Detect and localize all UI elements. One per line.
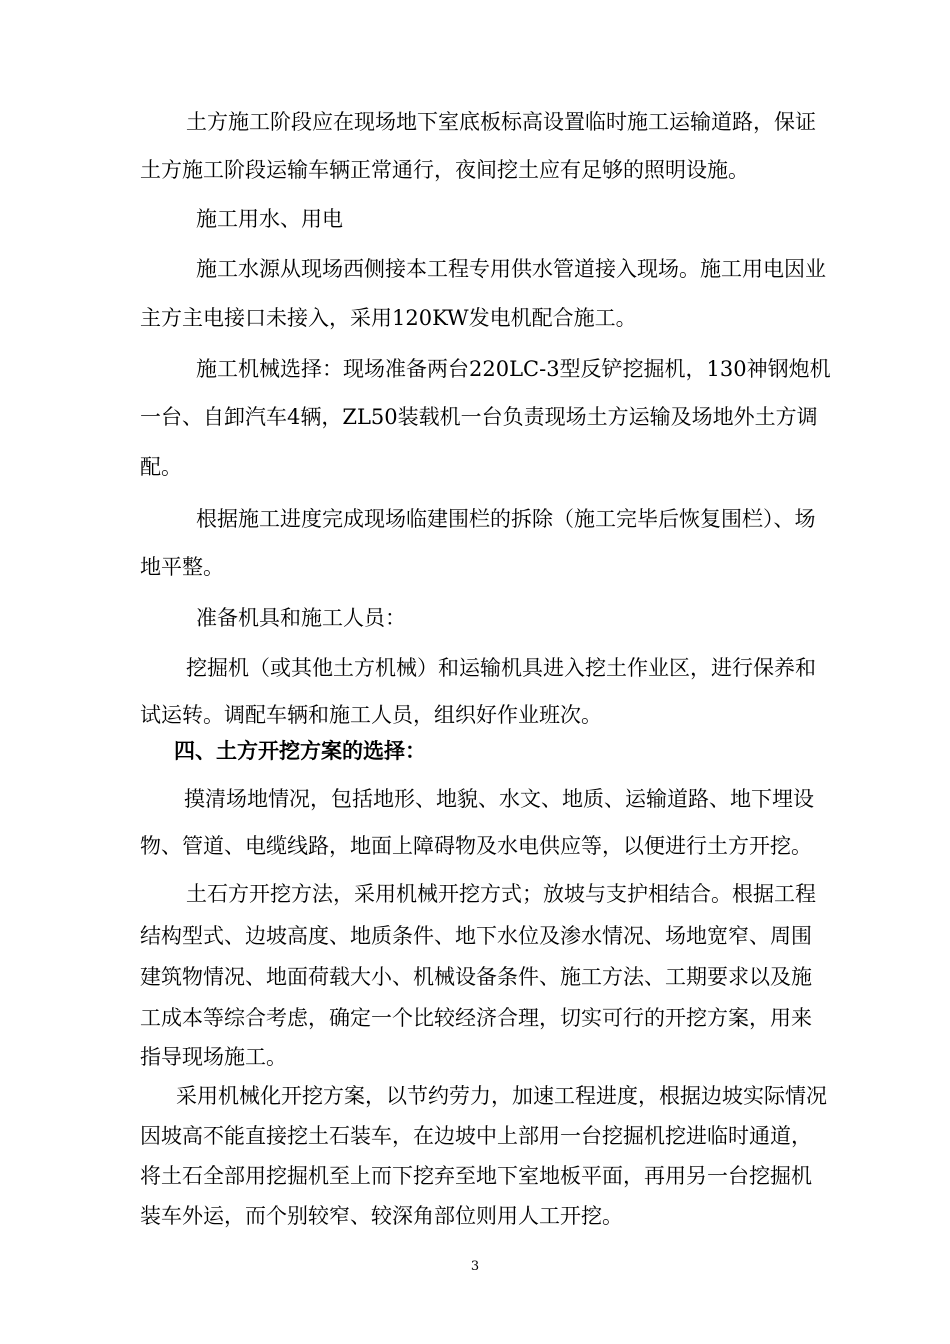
text-line: 土石方开挖方法，采用机械开挖方式；放坡与支护相结合。根据工程 bbox=[186, 882, 816, 906]
text-line: 一台、自卸汽车4辆，ZL50装载机一台负责现场土方运输及场地外土方调 bbox=[140, 405, 818, 429]
text-line: 物、管道、电缆线路，地面上障碍物及水电供应等，以便进行土方开挖。 bbox=[140, 834, 812, 858]
text-line: 土方施工阶段应在现场地下室底板标高设置临时施工运输道路，保证 bbox=[186, 110, 816, 134]
text-line: 因坡高不能直接挖土石装车，在边坡中上部用一台挖掘机挖进临时通道， bbox=[140, 1124, 812, 1148]
text-line: 根据施工进度完成现场临建围栏的拆除（施工完毕后恢复围栏）、场 bbox=[196, 507, 816, 531]
text-line: 施工水源从现场西侧接本工程专用供水管道接入现场。施工用电因业 bbox=[196, 257, 826, 281]
chapter-heading: 四、土方开挖方案的选择： bbox=[174, 739, 426, 763]
text-line: 结构型式、边坡高度、地质条件、地下水位及渗水情况、场地宽窄、周围 bbox=[140, 924, 812, 948]
page-number: 3 bbox=[470, 1259, 480, 1274]
section-heading: 施工用水、用电 bbox=[196, 207, 343, 231]
text-line: 配。 bbox=[140, 455, 182, 479]
text-line: 挖掘机（或其他土方机械）和运输机具进入挖土作业区，进行保养和 bbox=[186, 656, 816, 680]
text-line: 装车外运，而个别较窄、较深角部位则用人工开挖。 bbox=[140, 1204, 623, 1228]
text-line: 试运转。调配车辆和施工人员，组织好作业班次。 bbox=[140, 703, 602, 727]
text-line: 地平整。 bbox=[140, 555, 224, 579]
text-line: 指导现场施工。 bbox=[140, 1045, 287, 1069]
text-line: 主方主电接口未接入，采用120KW发电机配合施工。 bbox=[140, 306, 637, 330]
section-heading: 准备机具和施工人员： bbox=[196, 606, 406, 630]
text-line: 土方施工阶段运输车辆正常通行，夜间挖土应有足够的照明设施。 bbox=[140, 158, 749, 182]
text-line: 施工机械选择：现场准备两台220LC-3型反铲挖掘机，130神钢炮机 bbox=[196, 357, 831, 381]
text-line: 将土石全部用挖掘机至上而下挖弃至地下室地板平面，再用另一台挖掘机 bbox=[140, 1164, 812, 1188]
text-line: 采用机械化开挖方案，以节约劳力，加速工程进度，根据边坡实际情况 bbox=[176, 1084, 827, 1108]
text-line: 工成本等综合考虑，确定一个比较经济合理，切实可行的开挖方案，用来 bbox=[140, 1006, 812, 1030]
text-line: 摸清场地情况，包括地形、地貌、水文、地质、运输道路、地下埋设 bbox=[184, 787, 814, 811]
text-line: 建筑物情况、地面荷载大小、机械设备条件、施工方法、工期要求以及施 bbox=[140, 965, 812, 989]
